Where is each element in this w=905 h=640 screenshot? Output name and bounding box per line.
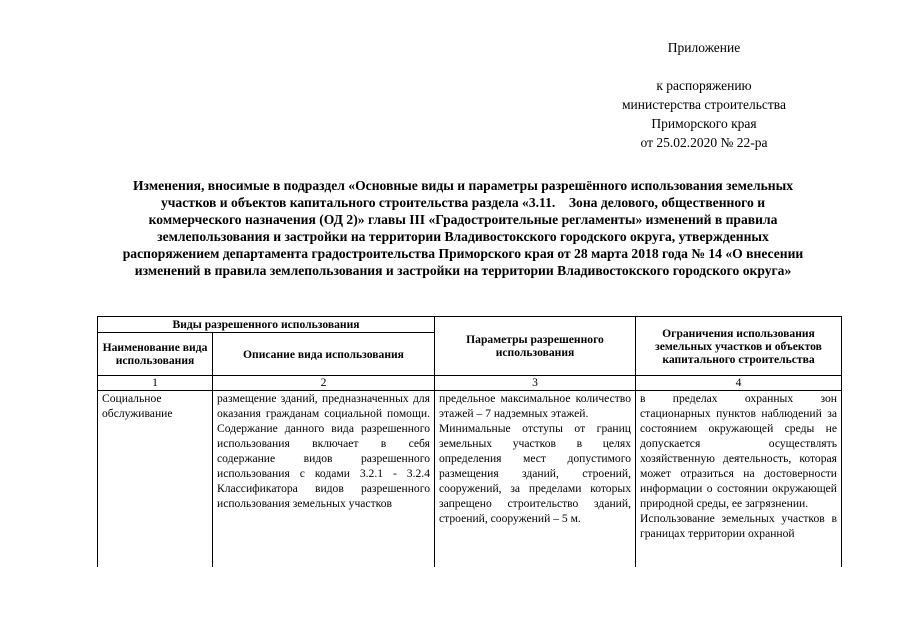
parameters-floors: предельное максимальное количество этажей – 7 надземных этажей.	[439, 392, 631, 420]
parameters-setbacks: Минимальные отступы от границ земельных участков в целях определения мест допустимого размещения зданий, строений, сооружений, за пределами которых запрещено строительство зданий, строений, сооружений – 5 м.	[439, 422, 631, 525]
title-line: землепользования и застройки на территории Владивостокского городского округа, утвержденных	[157, 229, 769, 244]
appendix-date-number: от 25.02.2020 № 22-ра	[640, 135, 768, 150]
title-line: участков и объектов капитального строительства раздела «3.11. Зона делового, общественного и	[160, 195, 766, 210]
document-title	[98, 177, 828, 279]
header-parameters: Параметры разрешенного использования	[435, 317, 636, 376]
column-number: 4	[636, 376, 842, 391]
title-line: распоряжением департамента градостроительства Приморского края от 28 марта 2018 года № 14 «О внесении	[122, 246, 804, 261]
appendix-title: Приложение	[667, 40, 741, 55]
appendix-line: министерства строительства	[622, 97, 786, 112]
column-number: 2	[213, 376, 435, 391]
cell-use-description: размещение зданий, предназначенных для оказания гражданам социальной помощи. Содержание данного вида разрешенного использования включает в себя содержание видов разрешенного использования с кодами 3.2.1 - 3.2.4 Классификатора видов разрешенного использования земельных участков	[213, 391, 435, 640]
header-use-description: Описание вида использования	[213, 333, 435, 376]
cell-use-name: Социальное обслуживание	[98, 391, 213, 640]
appendix-line: Приморского края	[651, 116, 757, 131]
column-number: 1	[98, 376, 213, 391]
title-line: изменений в правила землепользования и застройки на территории Владивостокского городского округа»	[134, 263, 792, 278]
title-line: коммерческого назначения (ОД 2)» главы III «Градостроительные регламенты» изменений в правила	[148, 212, 778, 227]
header-use-name: Наименование вида использования	[98, 333, 213, 376]
header-restrictions: Ограничения использования земельных участков и объектов капитального строительства	[636, 317, 842, 376]
appendix-block	[599, 38, 809, 152]
group-header-permitted-use: Виды разрешенного использования	[98, 317, 435, 333]
column-number: 3	[435, 376, 636, 391]
restrictions-land-use: Использование земельных участков в границах территории охранной	[640, 512, 837, 540]
page-bottom-margin	[0, 567, 905, 640]
title-line: Изменения, вносимые в подраздел «Основные виды и параметры разрешённого использования земельных	[132, 178, 793, 193]
restrictions-monitoring-zones: в пределах охранных зон стационарных пунктов наблюдений за состоянием окружающей среды не допускается осуществлять хозяйственную деятельность, которая может отразиться на достоверности информации о состоянии окружающей природной среды, ее загрязнении.	[640, 392, 837, 510]
appendix-line: к распоряжению	[656, 78, 752, 93]
